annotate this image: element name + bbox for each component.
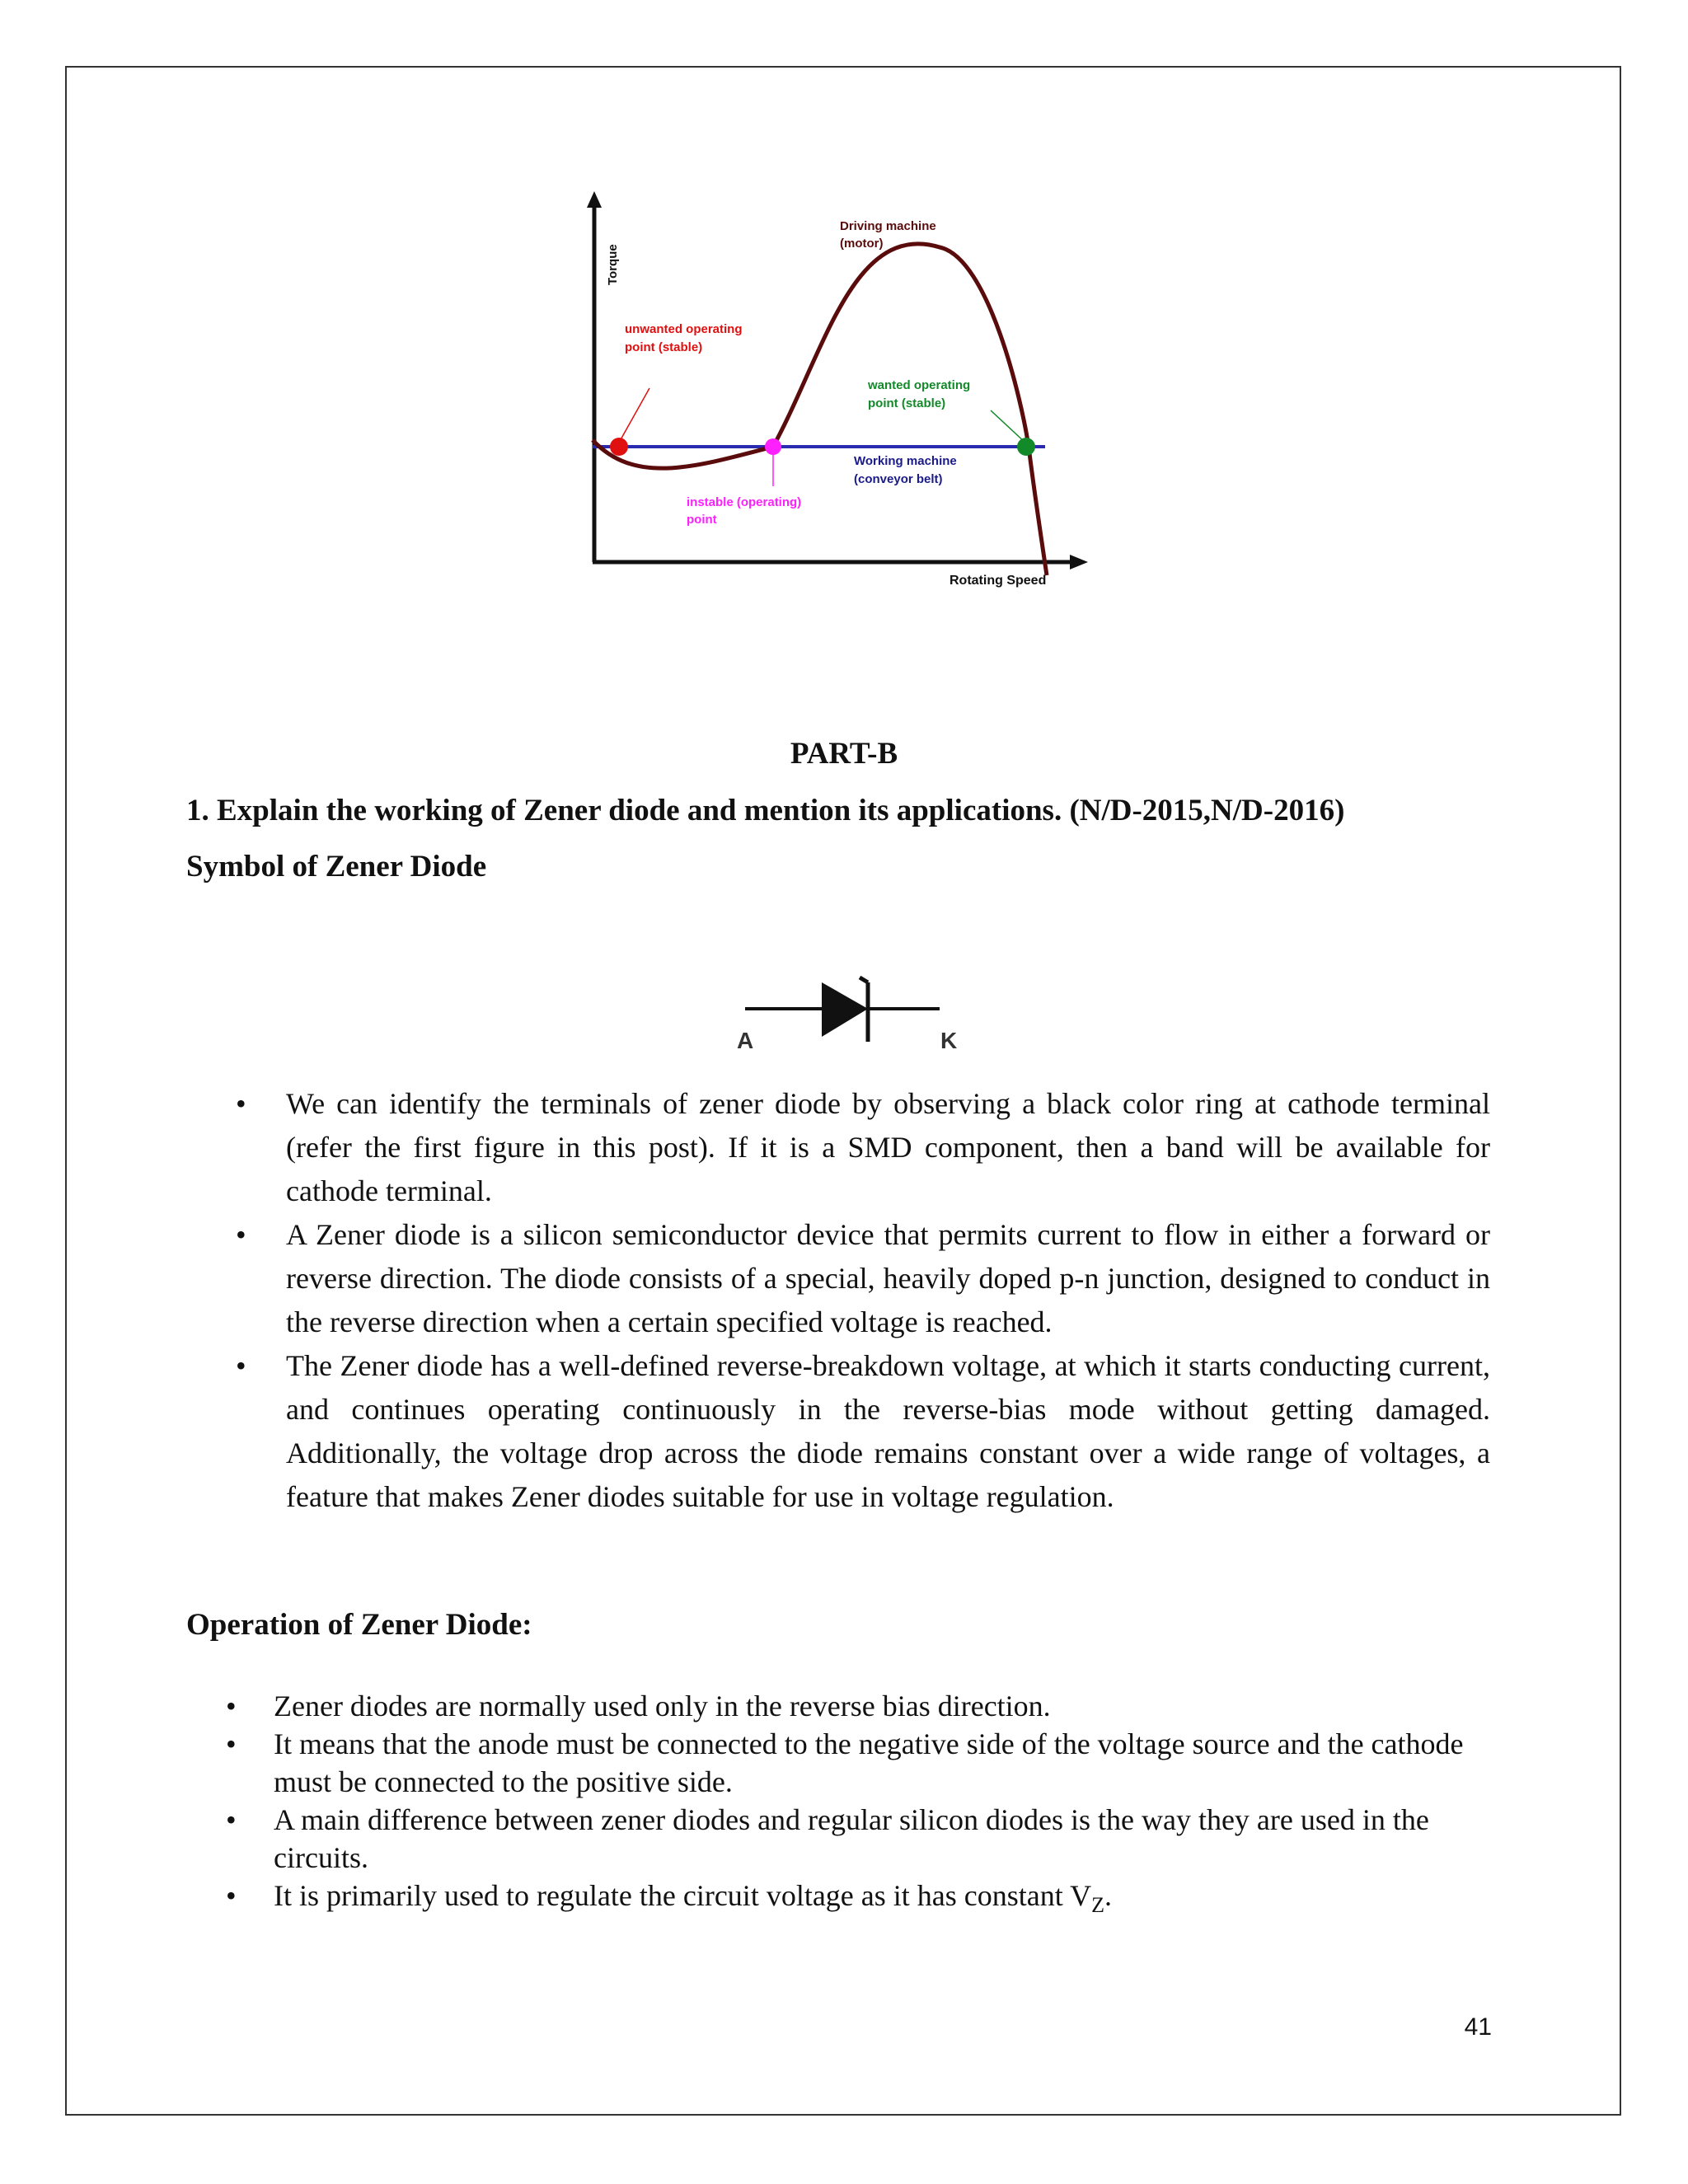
motor-label-sub: (motor) — [840, 237, 884, 251]
zener-bullet-list — [186, 1082, 1490, 1519]
unwanted-point-marker — [610, 438, 628, 456]
list-item: • Zener diodes are normally used only in the reverse bias direction. — [186, 1687, 1490, 1725]
cathode-label: K — [940, 1028, 958, 1053]
page-number: 41 — [1464, 2013, 1492, 2041]
instable-label-sub: point — [687, 513, 717, 527]
list-item: • A Zener diode is a silicon semiconductor device that permits current to flow in either a forward or reverse direction. The diode consists of a special, heavily doped p-n junction, designed to conduct in the reverse direction when a certain specified voltage is reached. — [186, 1213, 1490, 1344]
question-heading: 1. Explain the working of Zener diode and mention its applications. (N/D-2015,N/D-2016) — [186, 794, 1345, 827]
unwanted-label: unwanted operating — [625, 322, 743, 336]
list-item-vz — [186, 1877, 1490, 1924]
motor-torque-curve — [593, 244, 1047, 575]
unwanted-pointer — [619, 388, 649, 443]
part-heading: PART-B — [790, 737, 898, 771]
instable-label: instable (operating) — [687, 495, 802, 509]
unwanted-label-sub: point (stable) — [625, 340, 703, 354]
symbol-heading: Symbol of Zener Diode — [186, 850, 487, 883]
y-axis-label: Torque — [606, 244, 620, 285]
anode-label: A — [737, 1028, 754, 1053]
zener-diode-symbol — [725, 971, 973, 1053]
list-item: • It means that the anode must be connected to the negative side of the voltage source and the cathode must be connected to the positive side. — [186, 1725, 1490, 1801]
x-axis-arrow — [1070, 555, 1088, 569]
working-label: Working machine — [854, 454, 957, 468]
vz-subscript: Z — [1091, 1893, 1104, 1918]
list-item: • A main difference between zener diodes and regular silicon diodes is the way they are used in the circuits. — [186, 1801, 1490, 1877]
operation-heading: Operation of Zener Diode: — [186, 1608, 532, 1642]
y-axis-arrow — [587, 191, 602, 208]
list-item: • We can identify the terminals of zener diode by observing a black color ring at cathode terminal (refer the first figure in this post). If it is a SMD component, then a band will be available for cathode terminal. — [186, 1082, 1490, 1213]
wanted-label: wanted operating — [868, 378, 971, 392]
zener-bend-top — [860, 977, 868, 982]
wanted-label-sub: point (stable) — [868, 396, 946, 410]
operation-bullet-list — [186, 1687, 1490, 1924]
torque-speed-diagram — [569, 188, 1104, 600]
vz-text: It is primarily used to regulate the circuit voltage as it has constant V — [274, 1879, 1092, 1912]
wanted-point-marker — [1017, 438, 1035, 456]
vz-suffix: . — [1104, 1879, 1112, 1912]
working-label-sub: (conveyor belt) — [854, 472, 943, 486]
instable-point-marker — [765, 438, 781, 455]
list-item: • The Zener diode has a well-defined reverse-breakdown voltage, at which it starts conducting current, and continues operating continuously in the reverse-bias mode without getting damaged. Additionally, the voltage drop across the diode remains constant over a wide range of voltages, a feature that makes Zener diodes suitable for use in voltage regulation. — [186, 1344, 1490, 1519]
x-axis-label: Rotating Speed — [950, 574, 1047, 588]
diode-triangle — [822, 982, 868, 1037]
motor-label: Driving machine — [840, 219, 936, 233]
